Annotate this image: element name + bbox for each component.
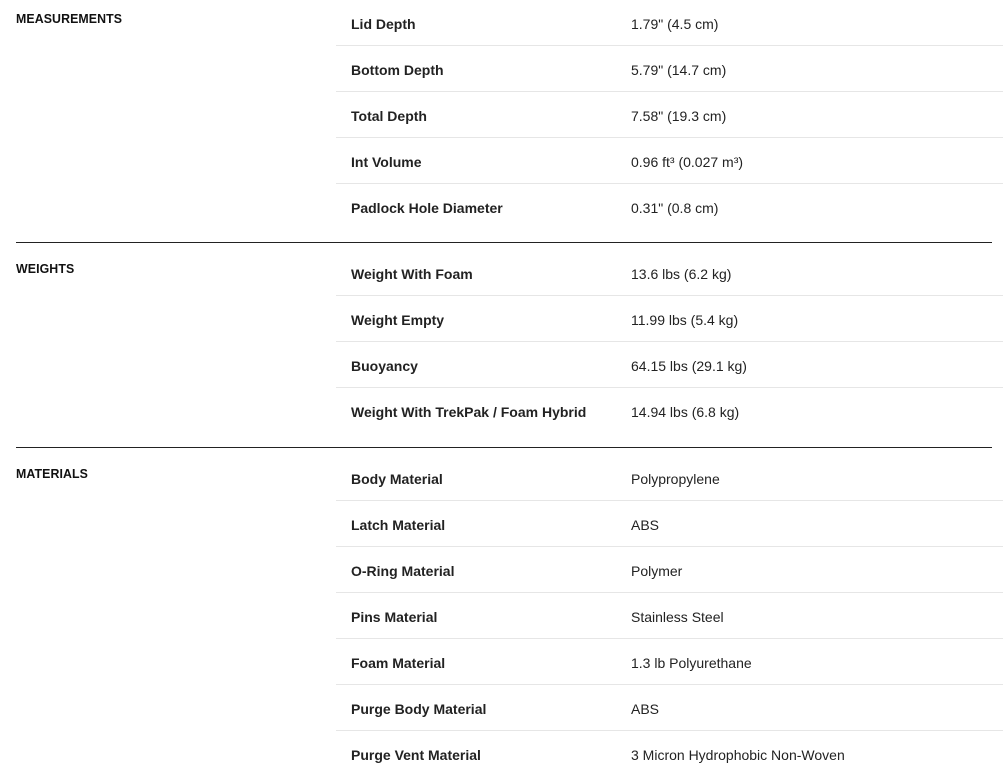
spec-row <box>336 296 1003 342</box>
spec-label: Weight With Foam <box>351 266 473 282</box>
spec-row <box>336 46 1003 92</box>
spec-value: 64.15 lbs (29.1 kg) <box>631 358 747 374</box>
spec-label: Body Material <box>351 471 443 487</box>
spec-label: Int Volume <box>351 154 422 170</box>
spec-row <box>336 547 1003 593</box>
spec-value: Stainless Steel <box>631 609 724 625</box>
spec-row <box>336 0 1003 46</box>
spec-row <box>336 138 1003 184</box>
spec-row <box>336 593 1003 639</box>
spec-label: O-Ring Material <box>351 563 455 579</box>
spec-label: Total Depth <box>351 108 427 124</box>
spec-label: Lid Depth <box>351 16 416 32</box>
spec-label: Purge Body Material <box>351 701 487 717</box>
spec-row <box>336 455 1003 501</box>
spec-table <box>336 0 1003 229</box>
section-title: MATERIALS <box>16 466 88 481</box>
spec-row <box>336 184 1003 229</box>
spec-value: 14.94 lbs (6.8 kg) <box>631 404 740 420</box>
section-divider <box>16 242 992 243</box>
spec-label: Pins Material <box>351 609 438 625</box>
spec-table <box>336 455 1003 776</box>
spec-label: Latch Material <box>351 517 446 533</box>
spec-row <box>336 250 1003 296</box>
spec-label: Weight With TrekPak / Foam Hybrid <box>351 404 587 420</box>
spec-label: Purge Vent Material <box>351 747 481 763</box>
spec-value: 7.58" (19.3 cm) <box>631 108 727 124</box>
section-title: MEASUREMENTS <box>16 11 123 26</box>
spec-label: Buoyancy <box>351 358 418 374</box>
section-divider <box>16 447 992 448</box>
spec-value: ABS <box>631 701 660 717</box>
spec-value: 13.6 lbs (6.2 kg) <box>631 266 732 282</box>
spec-value: 11.99 lbs (5.4 kg) <box>631 312 739 328</box>
spec-row <box>336 731 1003 776</box>
spec-label: Weight Empty <box>351 312 445 328</box>
spec-value: 1.3 lb Polyurethane <box>631 655 752 671</box>
spec-value: 3 Micron Hydrophobic Non-Woven <box>631 747 845 763</box>
spec-row <box>336 501 1003 547</box>
spec-row <box>336 388 1003 433</box>
spec-table <box>336 250 1003 433</box>
spec-row <box>336 685 1003 731</box>
spec-label: Bottom Depth <box>351 62 444 78</box>
spec-value: 0.96 ft³ (0.027 m³) <box>631 154 744 170</box>
spec-label: Padlock Hole Diameter <box>351 200 503 216</box>
spec-value: 0.31" (0.8 cm) <box>631 200 719 216</box>
spec-row <box>336 639 1003 685</box>
spec-value: 5.79" (14.7 cm) <box>631 62 727 78</box>
spec-label: Foam Material <box>351 655 446 671</box>
spec-row <box>336 92 1003 138</box>
section-title: WEIGHTS <box>16 261 75 276</box>
spec-row <box>336 342 1003 388</box>
spec-value: 1.79" (4.5 cm) <box>631 16 719 32</box>
spec-value: Polypropylene <box>631 471 720 487</box>
spec-value: Polymer <box>631 563 683 579</box>
spec-value: ABS <box>631 517 660 533</box>
